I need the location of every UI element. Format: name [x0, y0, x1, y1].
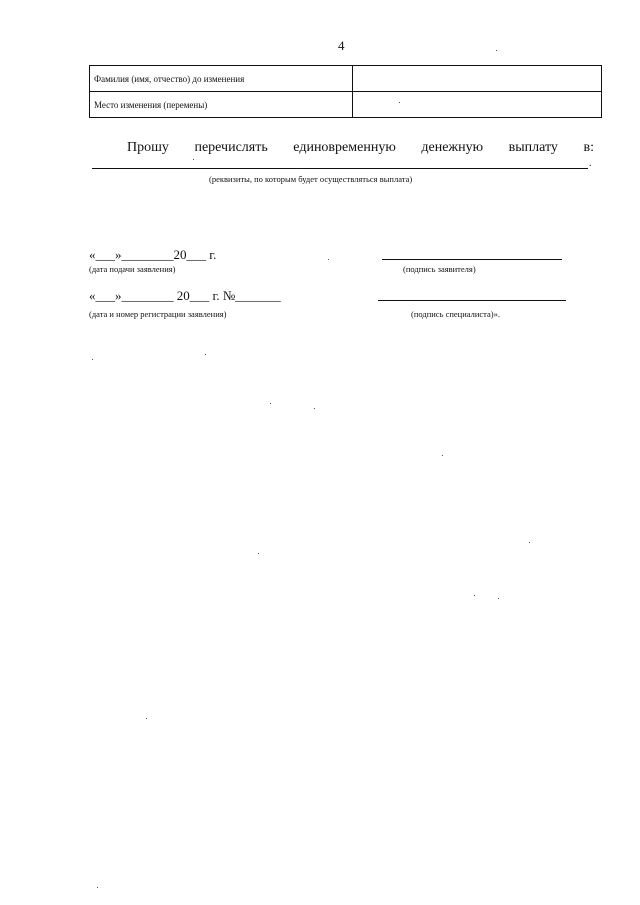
- table-row: [90, 92, 602, 118]
- requisites-caption: (реквизиты, по которым будет осуществляться выплата): [209, 174, 413, 184]
- application-date-caption: (дата подачи заявления): [89, 264, 176, 274]
- requisites-input-line[interactable]: [92, 168, 588, 169]
- period-mark: .: [589, 158, 592, 169]
- request-word: Прошу: [127, 140, 169, 155]
- scan-speck: [97, 887, 98, 888]
- page-number: 4: [338, 38, 345, 53]
- request-word: перечислять: [194, 140, 268, 155]
- change-info-table: [89, 65, 602, 118]
- registration-caption: (дата и номер регистрации заявления): [89, 309, 227, 319]
- applicant-signature-line[interactable]: [382, 259, 562, 260]
- table-cell-value[interactable]: [353, 92, 602, 118]
- scan-speck: [314, 408, 315, 409]
- table-cell-value[interactable]: [353, 66, 602, 92]
- specialist-signature-line[interactable]: [378, 300, 566, 301]
- scan-speck: [498, 598, 499, 599]
- scan-speck: [146, 718, 147, 719]
- table-cell-label: Фамилия (имя, отчество) до изменения: [90, 66, 353, 92]
- scan-speck: [205, 354, 206, 355]
- scan-speck: [258, 553, 259, 554]
- registration-date-field[interactable]: «___»________ 20___ г. №_______: [89, 288, 281, 303]
- scan-speck: [496, 50, 497, 51]
- table-cell-label: Место изменения (перемены): [90, 92, 353, 118]
- specialist-signature-caption: (подпись специалиста)».: [411, 309, 500, 319]
- request-word: выплату: [508, 140, 558, 155]
- scan-speck: [92, 359, 93, 360]
- scan-speck: [328, 259, 329, 260]
- application-date-field[interactable]: «___»________20___ г.: [89, 247, 217, 262]
- scan-speck: [442, 455, 443, 456]
- request-word: единовременную: [293, 140, 396, 155]
- request-sentence: [127, 140, 594, 156]
- scan-speck: [474, 595, 475, 596]
- applicant-signature-caption: (подпись заявителя): [403, 264, 476, 274]
- scan-speck: [270, 403, 271, 404]
- table-row: [90, 66, 602, 92]
- scan-speck: [399, 102, 400, 103]
- request-word: денежную: [421, 140, 484, 155]
- scan-speck: [529, 542, 530, 543]
- scan-speck: [193, 159, 194, 160]
- request-word: в:: [583, 140, 594, 155]
